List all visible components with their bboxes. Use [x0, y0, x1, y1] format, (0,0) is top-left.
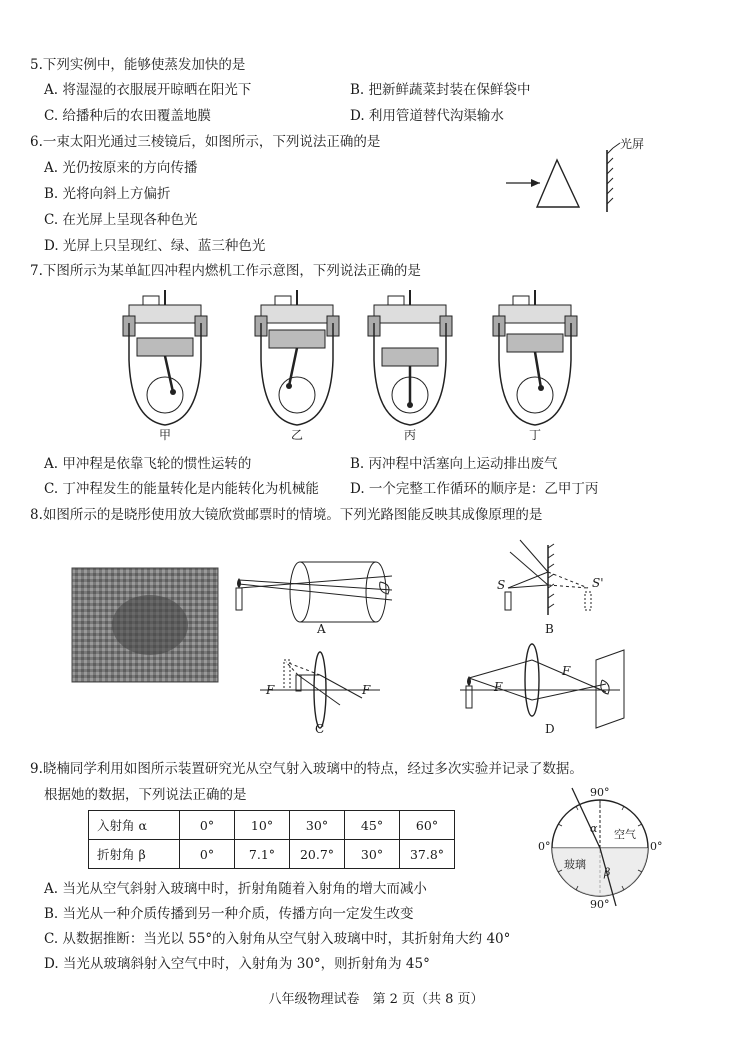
table-cell: 60°	[400, 811, 455, 840]
figure-c-f-right: F	[362, 683, 371, 697]
figure-a-label: A	[317, 622, 326, 636]
q9-option-c: C. 从数据推断：当光以 55°的入射角从空气射入玻璃中时，其折射角大约 40°	[44, 931, 511, 947]
table-cell: 30°	[290, 811, 345, 840]
q6-stem: 6.一束太阳光通过三棱镜后，如图所示，下列说法正确的是	[30, 134, 381, 150]
dial-left-label: 0°	[538, 840, 551, 853]
figure-d-f-right: F	[562, 664, 571, 678]
table-head-incident: 入射角 α	[89, 811, 180, 840]
q9-option-a: A. 当光从空气斜射入玻璃中时，折射角随着入射角的增大而减小	[44, 881, 427, 897]
q9-stem-line2: 根据她的数据，下列说法正确的是	[44, 787, 247, 803]
q6-option-b: B. 光将向斜上方偏折	[44, 186, 171, 202]
dial-beta-label: β	[604, 866, 611, 879]
q5-option-c: C. 给播种后的农田覆盖地膜	[44, 108, 211, 124]
table-cell: 37.8°	[400, 840, 455, 869]
dial-right-label: 0°	[650, 840, 663, 853]
q5-stem: 5.下列实例中，能够使蒸发加快的是	[30, 57, 246, 73]
q5-option-b: B. 把新鲜蔬菜封装在保鲜袋中	[350, 82, 531, 98]
figure-d-label: D	[545, 722, 555, 736]
figure-b-label: B	[545, 622, 554, 636]
q9-option-d: D. 当光从玻璃斜射入空气中时，入射角为 30°，则折射角为 45°	[44, 956, 430, 972]
q7-option-a: A. 甲冲程是依靠飞轮的惯性运转的	[44, 456, 252, 472]
figure-b-s-prime: S'	[592, 576, 604, 590]
table-cell: 45°	[345, 811, 400, 840]
q7-stem: 7.下图所示为某单缸四冲程内燃机工作示意图，下列说法正确的是	[30, 263, 421, 279]
q5-option-d: D. 利用管道替代沟渠输水	[350, 108, 504, 124]
q9-option-b: B. 当光从一种介质传播到另一种介质，传播方向一定发生改变	[44, 906, 414, 922]
table-cell: 7.1°	[235, 840, 290, 869]
q5-option-a: A. 将湿湿的衣服展开晾晒在阳光下	[44, 82, 252, 98]
engine-label-ding: 丁	[529, 428, 542, 442]
dial-air-label: 空气	[614, 828, 636, 841]
q6-option-a: A. 光仍按原来的方向传播	[44, 160, 198, 176]
engine-label-bing: 丙	[404, 428, 417, 442]
q7-option-c: C. 丁冲程发生的能量转化是内能转化为机械能	[44, 481, 319, 497]
engine-label-jia: 甲	[159, 428, 172, 442]
q7-option-b: B. 丙冲程中活塞向上运动排出废气	[350, 456, 558, 472]
q9-stem-line1: 9.晓楠同学利用如图所示装置研究光从空气射入玻璃中的特点，经过多次实验并记录了数据。	[30, 761, 583, 777]
table-cell: 0°	[180, 811, 235, 840]
figure-d-f-left: F	[494, 680, 503, 694]
table-cell: 30°	[345, 840, 400, 869]
figure-c-label: C	[315, 722, 325, 736]
figure-c-f-left: F	[266, 683, 275, 697]
table-head-refract: 折射角 β	[89, 840, 180, 869]
engine-label-yi: 乙	[291, 428, 304, 442]
table-cell: 10°	[235, 811, 290, 840]
table-cell: 20.7°	[290, 840, 345, 869]
dial-top-label: 90°	[590, 786, 610, 799]
dial-glass-label: 玻璃	[564, 858, 586, 871]
q7-option-d: D. 一个完整工作循环的顺序是：乙甲丁丙	[350, 481, 599, 497]
table-cell: 0°	[180, 840, 235, 869]
figure-b-s: S	[497, 578, 506, 592]
screen-label: 光屏	[620, 137, 645, 151]
dial-alpha-label: α	[590, 822, 598, 835]
page-footer: 八年级物理试卷 第 2 页（共 8 页）	[268, 992, 484, 1007]
q8-stem: 8.如图所示的是晓彤使用放大镜欣赏邮票时的情境。下列光路图能反映其成像原理的是	[30, 507, 543, 523]
q6-option-d: D. 光屏上只呈现红、绿、蓝三种色光	[44, 238, 266, 254]
dial-bottom-label: 90°	[590, 898, 610, 911]
q6-option-c: C. 在光屏上呈现各种色光	[44, 212, 198, 228]
